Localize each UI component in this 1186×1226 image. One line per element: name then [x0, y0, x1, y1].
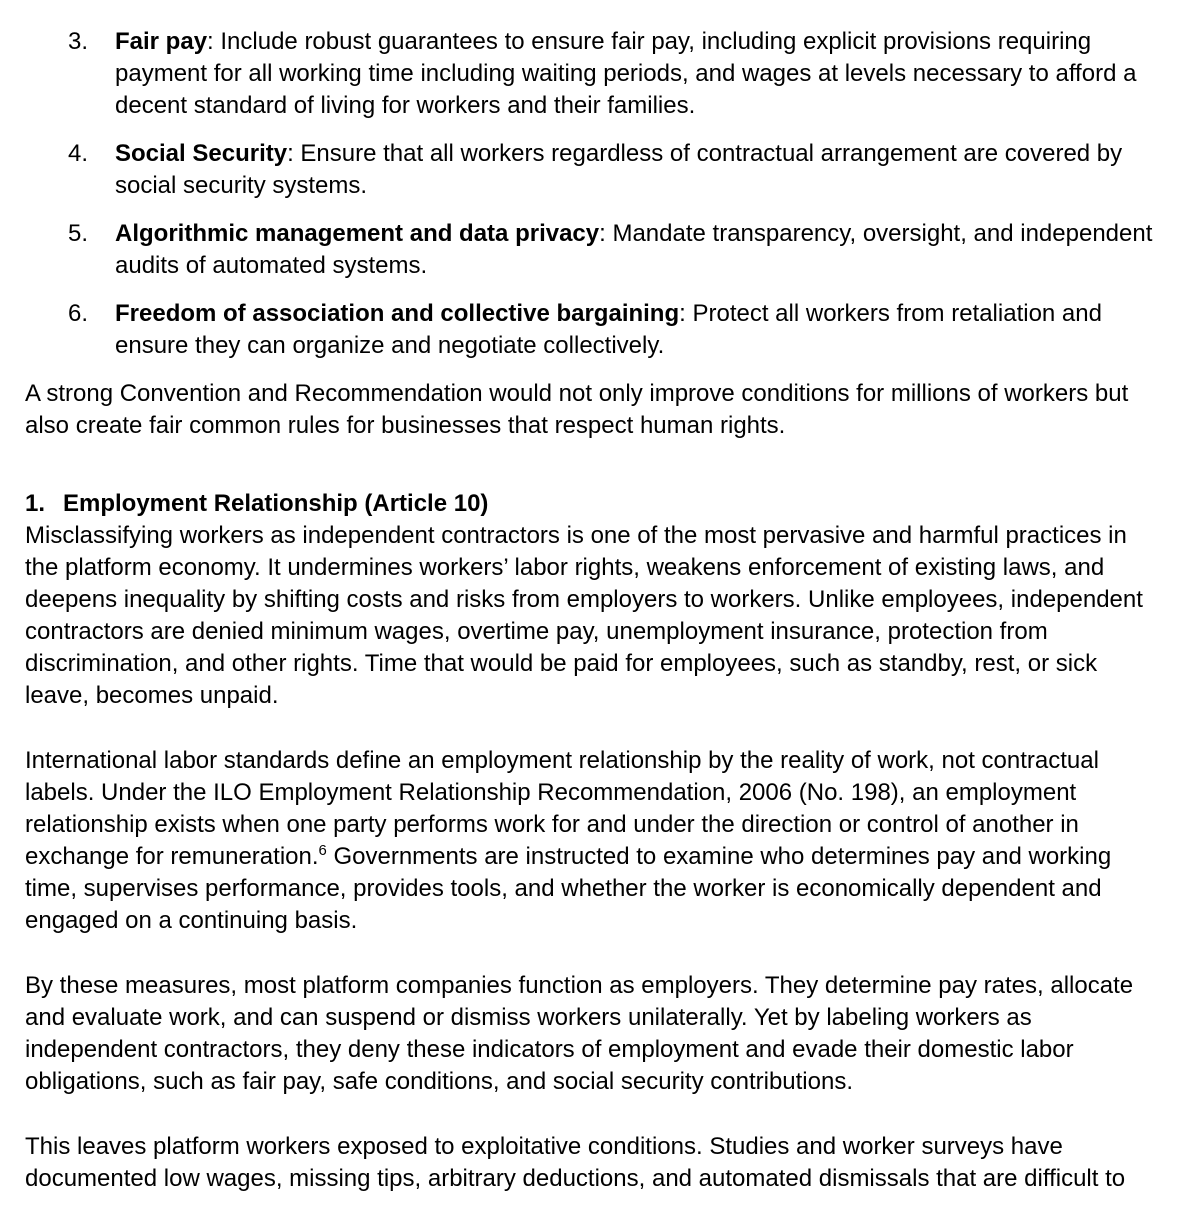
closing-paragraph: A strong Convention and Recommendation would not only improve conditions for millions of workers but also create fair common rules for businesses that respect human rights. [25, 380, 1129, 439]
ilo-standards-text-before-footnote: International labor standards define an employment relationship by the reality of work, not contractual labels. Under the ILO Employment Relationship Recommendation, 2006 (No. 198), an employment relationship exists when one party performs work for and under the direction or control of another in exchange for remuneration. [25, 747, 1099, 870]
list-item-label: Fair pay [115, 28, 208, 55]
list-item-fair-pay [68, 26, 1160, 122]
list-item-algorithmic-management [68, 218, 1160, 282]
paragraph-misclassification: Misclassifying workers as independent contractors is one of the most pervasive and harmful practices in the platform economy. It undermines workers’ labor rights, weakens enforcement of existing laws, and deepens inequality by shifting costs and risks from employers to workers. Unlike employees, independent contractors are denied minimum wages, overtime pay, unemployment insurance, protection from discrimination, and other rights. Time that would be paid for employees, such as standby, rest, or sick leave, becomes unpaid. [25, 522, 1143, 709]
paragraph-platform-companies: By these measures, most platform companies function as employers. They determine pay rates, allocate and evaluate work, and can suspend or dismiss workers unilaterally. Yet by labeling workers as independent contractors, they deny these indicators of employment and evade their domestic labor obligations, such as fair pay, safe conditions, and social security contributions. [25, 972, 1134, 1095]
list-item-freedom-of-association [68, 298, 1160, 362]
list-item-content [115, 218, 1155, 282]
section-number: 1. [25, 490, 46, 517]
ordered-list [25, 26, 1160, 362]
footnote-reference: 6 [318, 843, 327, 859]
list-item-text: : Ensure that all workers regardless of contractual arrangement are covered by social security systems. [115, 140, 1123, 199]
list-item-number: 5. [68, 220, 89, 247]
list-item-number: 6. [68, 300, 89, 327]
ilo-standards-text-after-footnote: Governments are instructed to examine who determines pay and working time, supervises performance, provides tools, and whether the worker is economically dependent and engaged on a continuing basis. [25, 843, 1112, 934]
list-item-text: : Include robust guarantees to ensure fair pay, including explicit provisions requiring payment for all working time including waiting periods, and wages at levels necessary to afford a decent standard of living for workers and their families. [115, 28, 1137, 119]
list-item-label: Algorithmic management and data privacy [115, 220, 600, 247]
list-item-social-security [68, 138, 1160, 202]
list-item-text: : Protect all workers from retaliation and ensure they can organize and negotiate collectively. [115, 300, 1102, 359]
paragraph-ilo-standards [25, 745, 1153, 937]
list-item-label: Social Security [115, 140, 288, 167]
list-item-content [115, 298, 1155, 362]
paragraph-exploitative-conditions: This leaves platform workers exposed to exploitative conditions. Studies and worker surveys have documented low wages, missing tips, arbitrary deductions, and automated dismissals that are difficult to [25, 1133, 1126, 1192]
list-item-label: Freedom of association and collective bargaining [115, 300, 680, 327]
section-title: Employment Relationship (Article 10) [63, 490, 489, 517]
list-item-content [115, 138, 1155, 202]
list-item-text: : Mandate transparency, oversight, and independent audits of automated systems. [115, 220, 1153, 279]
list-item-number: 4. [68, 140, 89, 167]
section-heading [25, 488, 1153, 520]
list-item-content [115, 26, 1155, 122]
list-item-number: 3. [68, 28, 89, 55]
